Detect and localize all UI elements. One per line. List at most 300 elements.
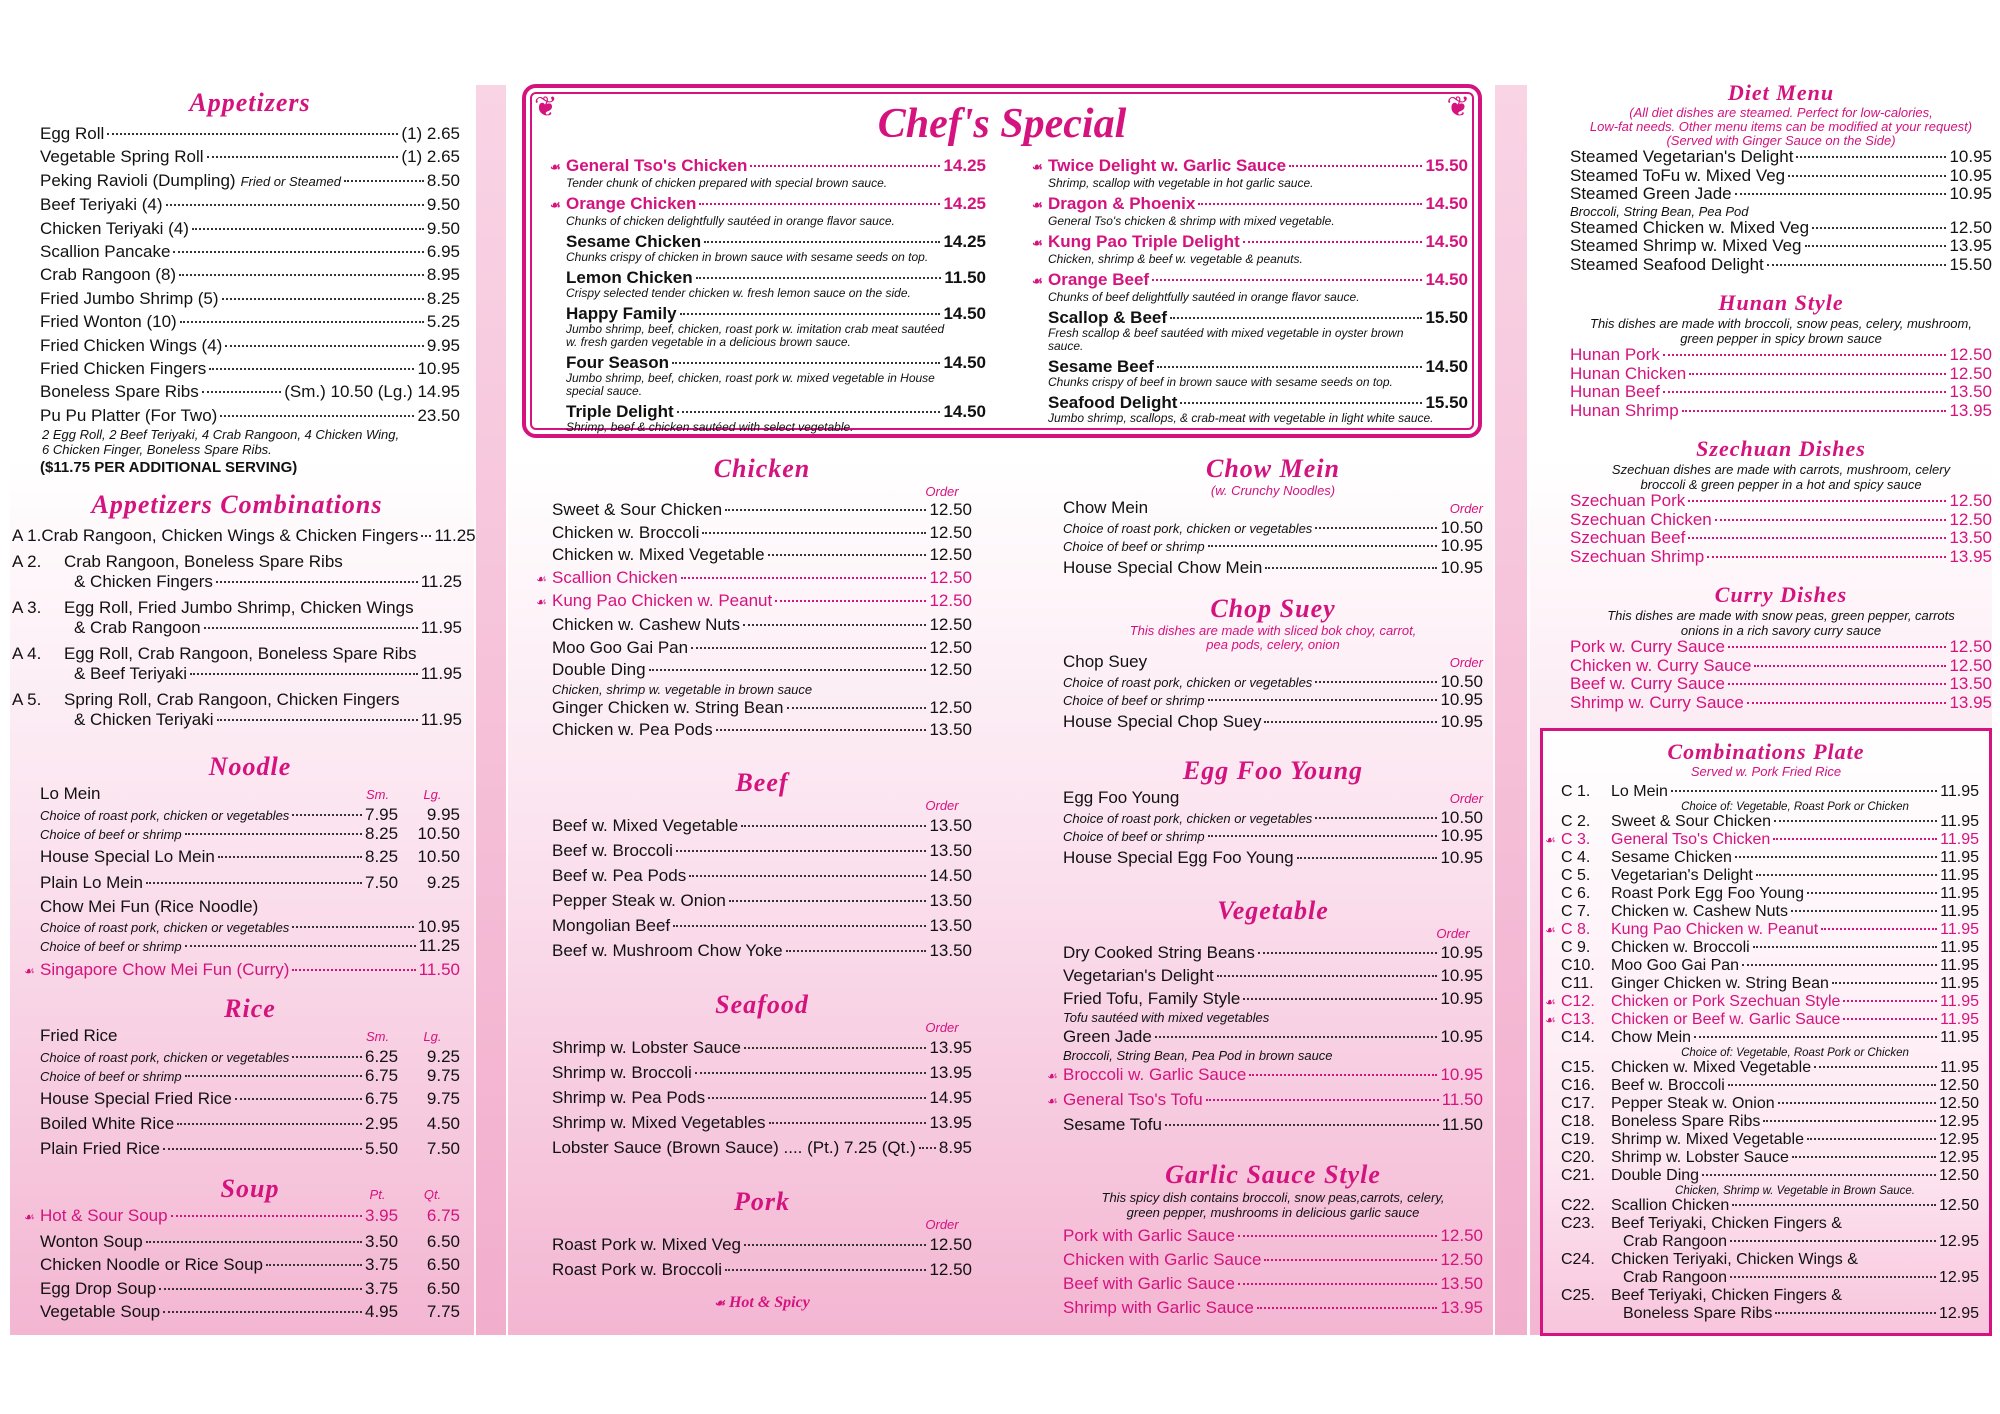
item-name: Chicken Teriyaki, Chicken Wings & <box>1611 1251 1858 1268</box>
item-name: Chicken w. Broccoli <box>552 522 700 542</box>
order-header: Order <box>925 798 959 813</box>
menu-item-row <box>1032 232 1468 253</box>
item-price: 14.25 <box>943 156 986 175</box>
item-name: Egg Roll <box>40 124 105 143</box>
item-price: 14.50 <box>1425 232 1468 251</box>
menu-item-row <box>1561 783 1979 801</box>
menu-item-row <box>1570 694 1992 713</box>
item-price: 10.95 <box>1440 1027 1483 1046</box>
item-price-2: 7.50 <box>426 1139 460 1158</box>
item-price: 10.95 <box>1949 147 1992 166</box>
item-price: (Sm.) 10.50 (Lg.) 14.95 <box>284 382 460 402</box>
chili-pepper-icon: ☙ <box>714 1296 725 1310</box>
item-name: Hot & Sour Soup <box>40 1206 168 1225</box>
item-price: 15.50 <box>1425 393 1468 412</box>
rice-section <box>40 994 460 1161</box>
item-price: 14.50 <box>943 353 986 372</box>
chef-special-item <box>566 232 986 264</box>
menu-item-row <box>1063 1272 1483 1296</box>
item-price: 13.95 <box>1440 1298 1483 1317</box>
menu-item-row <box>40 380 460 403</box>
chef-special-item <box>566 304 986 349</box>
item-price: 13.50 <box>929 720 972 740</box>
order-header: Order <box>1436 926 1470 941</box>
item-code: C15. <box>1561 1059 1595 1076</box>
item-name: Sweet & Sour Chicken <box>552 500 723 519</box>
menu-item-row <box>1063 987 1483 1010</box>
item-name: Vegetarian's Delight <box>1063 966 1214 985</box>
order-header: Order <box>925 484 959 499</box>
menu-item-row <box>40 310 460 333</box>
item-code: C 9. <box>1561 939 1591 956</box>
item-price: 12.95 <box>1938 1305 1979 1322</box>
egg-foo-title: Egg Foo Young <box>1182 756 1364 785</box>
item-name: Beef Teriyaki, Chicken Fingers & <box>1611 1215 1842 1232</box>
egg-foo-beef-row: Choice of beef or shrimp 10.95 <box>1063 826 1483 845</box>
menu-item-row <box>1561 1287 1979 1305</box>
item-price: 12.50 <box>929 637 972 657</box>
item-name: Lo Mein <box>1611 783 1668 800</box>
item-price: 5.25 <box>426 312 460 332</box>
item-price-1: 5.50 <box>365 1139 399 1158</box>
menu-item-row <box>1561 1059 1979 1077</box>
egg-foo-roast-row: Choice of roast pork, chicken or vegetables 10.50 <box>1063 808 1483 827</box>
item-price: 10.95 <box>1440 1065 1483 1084</box>
menu-item-row <box>1561 975 1979 993</box>
item-name: Beef Teriyaki (4) <box>40 195 163 215</box>
item-code: C 3. <box>1561 831 1591 848</box>
menu-item-row <box>1561 1215 1979 1233</box>
chef-special-item <box>1032 156 1468 190</box>
item-name: Wonton Soup <box>40 1231 143 1251</box>
item-price: 13.95 <box>1949 236 1992 255</box>
menu-item-row <box>550 156 986 177</box>
menu-item-row <box>1561 885 1979 903</box>
menu-item-row <box>1561 903 1979 921</box>
szechuan-section: Szechuan Dishes Szechuan dishes are made with carrots, mushroom, celery broccoli & green pepper in a hot and spicy sauce Szechuan Pork 12.50 Szechuan Chicken 12.50 Szechuan Beef 13.50 Szechuan Shrimp 13.95 <box>1570 436 1992 566</box>
item-name: Sesame Tofu <box>1063 1115 1162 1134</box>
item-code: C18. <box>1561 1113 1595 1130</box>
item-name: Scallop & Beef <box>1048 308 1168 327</box>
order-header: Order <box>925 1217 959 1232</box>
menu-item-row <box>1570 548 1992 567</box>
menu-item-row <box>40 240 460 263</box>
item-price: 12.50 <box>1440 1250 1483 1269</box>
menu-item-row <box>552 659 972 682</box>
app-combos-title: Appetizers Combinations <box>91 490 383 519</box>
lo-mein-roast-row: Choice of roast pork, chicken or vegetables 7.95 9.95 <box>40 805 460 824</box>
menu-item-row <box>566 402 986 421</box>
menu-item-row <box>1561 1167 1979 1185</box>
item-price-2: 6.75 <box>426 1206 460 1225</box>
chicken-section <box>536 454 972 742</box>
left-divider-strip <box>476 85 506 1335</box>
item-code: C19. <box>1561 1131 1595 1148</box>
item-price: 9.50 <box>426 218 460 238</box>
hunan-title: Hunan Style <box>1718 290 1844 315</box>
chili-pepper-icon: ☙ <box>536 595 547 610</box>
menu-item-row <box>552 813 972 838</box>
menu-item-row <box>552 863 972 888</box>
menu-item-row <box>1561 1113 1979 1131</box>
item-description: Chunks of chicken delightfully sautéed in orange flavor sauce. <box>566 214 895 228</box>
item-description: Choice of: Vegetable, Roast Pork or Chicken <box>1681 1047 1909 1059</box>
chef-special-item <box>1048 393 1468 425</box>
item-name: Hunan Pork <box>1570 345 1660 364</box>
item-code: C 4. <box>1561 849 1591 866</box>
item-name: Steamed Green Jade <box>1570 184 1732 203</box>
item-name: Triple Delight <box>566 402 674 421</box>
item-name: Steamed Vegetarian's Delight <box>1570 147 1794 166</box>
cmf-beef-row: Choice of beef or shrimp 11.25 <box>40 936 460 955</box>
item-price: 23.50 <box>417 405 460 425</box>
item-name: Orange Chicken <box>566 194 697 213</box>
item-name: Lobster Sauce (Brown Sauce) .... (Pt.) 7.25 (Qt.) <box>552 1138 916 1157</box>
item-description: General Tso's chicken & shrimp with mixed vegetable. <box>1048 214 1335 228</box>
item-code: A 3. <box>12 598 42 617</box>
item-name: General Tso's Chicken <box>566 156 748 175</box>
item-price: 12.50 <box>1949 637 1992 656</box>
diet-title: Diet Menu <box>1727 80 1835 105</box>
item-name: Chicken Noodle or Rice Soup <box>40 1255 264 1275</box>
item-price: 14.50 <box>1425 194 1468 213</box>
item-price: 11.50 <box>1441 1115 1483 1134</box>
item-name: Chicken w. Mixed Vegetable <box>552 545 765 565</box>
menu-item-row <box>1570 346 1992 365</box>
item-name: Scallion Pancake <box>40 242 171 262</box>
hot-spicy-legend: ☙ Hot & Spicy <box>714 1294 810 1311</box>
menu-item-row <box>566 353 986 372</box>
item-price-2: 7.75 <box>426 1302 460 1322</box>
hunan-list <box>1570 346 1992 420</box>
item-name: Shrimp w. Mixed Vegetables <box>552 1113 766 1132</box>
chef-special-item <box>550 156 986 190</box>
item-name: Shrimp w. Lobster Sauce <box>552 1038 741 1057</box>
item-name: Beef with Garlic Sauce <box>1063 1274 1235 1293</box>
item-price: 9.50 <box>426 195 460 215</box>
item-name: Chicken or Beef w. Garlic Sauce <box>1611 1011 1841 1028</box>
item-name: Double Ding <box>1611 1167 1700 1184</box>
menu-item-row <box>1561 957 1979 975</box>
chef-special-item <box>1048 357 1468 389</box>
item-name: Szechuan Chicken <box>1570 509 1712 529</box>
item-price: 11.25 <box>420 572 462 591</box>
house-chow-mein-row: House Special Chow Mein 10.95 <box>1063 558 1483 577</box>
item-name: Beef Teriyaki, Chicken Fingers & <box>1611 1287 1842 1304</box>
item-price: 11.25 <box>434 526 476 545</box>
pupu-extra: ($11.75 PER ADDITIONAL SERVING) <box>40 459 298 477</box>
menu-item-row <box>566 268 986 287</box>
soup-list <box>24 1204 460 1324</box>
menu-item-row <box>40 193 460 216</box>
combos-list <box>1543 779 1989 1323</box>
item-code: C10. <box>1561 957 1595 974</box>
menu-item-row <box>1570 256 1992 275</box>
chop-suey-roast-row: Choice of roast pork, chicken or vegetables 10.50 <box>1063 672 1483 691</box>
item-price: 14.95 <box>929 1088 972 1107</box>
item-name: Sweet & Sour Chicken <box>1611 813 1772 830</box>
menu-item-row <box>1063 1224 1483 1248</box>
item-code: C25. <box>1561 1287 1595 1304</box>
item-name: Fried Wonton (10) <box>40 312 177 332</box>
egg-foo-section: Egg Foo Young Egg Foo Young Order Choice of roast pork, chicken or vegetables 10.50 Choice of beef or shrimp 10.95 House Special Egg Foo Young 10.95 <box>1063 756 1483 871</box>
chicken-title: Chicken <box>713 454 811 483</box>
item-price: 14.50 <box>1425 270 1468 289</box>
menu-item-row <box>12 572 462 592</box>
menu-item-row <box>1047 1088 1483 1113</box>
item-name: Beef w. Mushroom Chow Yoke <box>552 941 783 960</box>
item-price: 8.95 <box>938 1138 972 1157</box>
item-name: Moo Goo Gai Pan <box>552 637 689 657</box>
lo-mein-row: Lo Mein Sm. Lg. <box>40 784 442 803</box>
item-name: Chow Mein <box>1611 1029 1692 1046</box>
item-name: & Crab Rangoon <box>74 618 201 637</box>
item-price: 12.50 <box>1949 345 1992 364</box>
chili-pepper-icon: ☙ <box>1545 995 1556 1009</box>
item-name: Pork w. Curry Sauce <box>1570 637 1725 656</box>
item-code: A 1. <box>12 526 42 545</box>
menu-item-row <box>552 913 972 938</box>
chefs-special-title: Chef's Special <box>877 101 1127 147</box>
item-price: 8.25 <box>426 288 460 308</box>
item-code: A 4. <box>12 644 42 663</box>
menu-item-row <box>1570 148 1992 167</box>
item-price-1: 6.75 <box>365 1089 399 1108</box>
item-name: Twice Delight w. Garlic Sauce <box>1048 156 1287 175</box>
chili-pepper-icon: ☙ <box>550 198 561 212</box>
combinations-plate-box <box>1540 728 1992 1336</box>
curry-list <box>1570 638 1992 712</box>
menu-item-row <box>1063 941 1483 964</box>
item-price: 12.95 <box>1938 1131 1979 1148</box>
item-price: 15.50 <box>1949 254 1992 274</box>
chow-mei-fun-row: Chow Mei Fun (Rice Noodle) <box>40 897 259 916</box>
right-divider-strip <box>1495 85 1527 1335</box>
noodle-section <box>24 752 460 985</box>
item-name: General Tso's Tofu <box>1063 1090 1203 1109</box>
menu-item-row <box>1545 993 1979 1011</box>
menu-item-row <box>552 499 972 522</box>
item-name: Kung Pao Chicken w. Peanut <box>1611 921 1819 938</box>
item-price: 13.50 <box>1949 528 1992 547</box>
item-name: Fried Jumbo Shrimp (5) <box>40 288 219 308</box>
item-price-1: 3.50 <box>365 1231 399 1251</box>
item-name: Pork with Garlic Sauce <box>1063 1226 1235 1245</box>
menu-item-row <box>1545 921 1979 939</box>
menu-item-row <box>40 263 460 286</box>
item-name: Egg Drop Soup <box>40 1278 157 1298</box>
item-description: special sauce. <box>566 384 643 398</box>
item-description: Broccoli, String Bean, Pea Pod in brown sauce <box>1063 1048 1333 1063</box>
chili-pepper-icon: ☙ <box>1032 198 1043 212</box>
item-name: Hunan Shrimp <box>1570 400 1679 420</box>
menu-item-row <box>1561 1029 1979 1047</box>
item-name: Beef w. Broccoli <box>552 841 673 860</box>
menu-item-row <box>40 1277 460 1301</box>
menu-item-row <box>40 334 460 357</box>
menu-item-row <box>1561 1197 1979 1215</box>
menu-item-row <box>1561 1131 1979 1149</box>
item-name: Shrimp w. Curry Sauce <box>1570 692 1744 712</box>
house-egg-foo-row: House Special Egg Foo Young 10.95 <box>1063 848 1483 867</box>
item-name: Plain Fried Rice <box>40 1139 160 1158</box>
app-combos-list <box>12 526 476 730</box>
item-price: 12.50 <box>929 660 972 680</box>
menu-item-row <box>1570 383 1992 402</box>
menu-item-row <box>1570 365 1992 384</box>
chili-pepper-icon: ☙ <box>550 160 561 174</box>
item-description: Chunks crispy of beef in brown sauce with sesame seeds on top. <box>1048 375 1393 389</box>
chow-mein-roast-row: Choice of roast pork, chicken or vegetables 10.50 <box>1063 518 1483 537</box>
house-lo-mein-row: House Special Lo Mein 8.25 10.50 <box>40 847 460 866</box>
menu-item-row <box>1032 194 1468 215</box>
item-name: Broccoli w. Garlic Sauce <box>1063 1065 1247 1084</box>
item-description: Shrimp, scallop with vegetable in hot garlic sauce. <box>1048 176 1314 190</box>
combos-subtitle: Served w. Pork Fried Rice <box>1690 764 1842 779</box>
fried-rice-beef-row: Choice of beef or shrimp 6.75 9.75 <box>40 1066 460 1085</box>
item-name: Fried Chicken Wings (4) <box>40 335 223 355</box>
item-code: C17. <box>1561 1095 1595 1112</box>
item-code: A 5. <box>12 690 42 709</box>
menu-item-row <box>536 567 972 591</box>
item-code: C 8. <box>1561 921 1591 938</box>
item-price: 8.50 <box>426 170 460 190</box>
item-name: Roast Pork w. Broccoli <box>552 1260 723 1279</box>
menu-item-row <box>40 169 460 193</box>
item-price: 8.95 <box>426 265 460 285</box>
item-description: Chicken, shrimp & beef w. vegetable & peanuts. <box>1048 252 1303 266</box>
item-price: 12.50 <box>1938 1077 1979 1094</box>
ornament-icon: ❦ <box>534 91 558 122</box>
menu-item-row <box>40 1086 460 1111</box>
item-name: & Beef Teriyaki <box>74 664 188 683</box>
chow-mein-section: Chow Mein (w. Crunchy Noodles) Chow Mein Order Choice of roast pork, chicken or vegetables 10.50 Choice of beef or shrimp 10.95 House Special Chow Mein 10.95 <box>1063 454 1483 581</box>
item-name: Ginger Chicken w. String Bean <box>1611 975 1829 992</box>
menu-item-row <box>12 526 476 546</box>
item-description: Crispy selected tender chicken w. fresh lemon sauce on the side. <box>566 286 911 300</box>
menu-item-row <box>552 1110 972 1135</box>
item-price: 12.50 <box>1949 363 1992 383</box>
item-code: C23. <box>1561 1215 1595 1232</box>
item-code: C12. <box>1561 993 1595 1010</box>
item-price: 14.50 <box>943 304 986 323</box>
menu-item-row <box>12 598 462 618</box>
item-price: 10.95 <box>1440 943 1483 962</box>
item-price: 12.50 <box>1949 217 1992 237</box>
diet-section: Diet Menu (All diet dishes are steamed. Perfect for low-calories, Low-fat needs. Other menu items can be modified at your request) (Served with Ginger Sauce on the Side) Steamed Vegetarian's Delight 10.95 Steamed ToFu w. Mixed Veg 10.95 Steamed Green Jade 10.95 Broccoli, String Bean, Pea Pod Steamed Chicken w. Mixed Veg 12.50 Steamed Shrimp w. Mixed Veg 13.95 Steamed Seafood Delight 15.50 <box>1570 80 1992 274</box>
item-name: Shrimp w. Broccoli <box>552 1063 692 1082</box>
item-name: Boneless Spare Ribs <box>1623 1305 1773 1322</box>
item-name: Ginger Chicken w. String Bean <box>552 697 784 717</box>
item-price: 12.95 <box>1938 1269 1979 1286</box>
item-name: Fried Tofu, Family Style <box>1063 989 1241 1008</box>
menu-item-row <box>1570 167 1992 186</box>
pork-section <box>552 1187 972 1312</box>
item-price-2: 6.50 <box>426 1255 460 1275</box>
item-price: 11.95 <box>1940 939 1979 956</box>
seafood-title: Seafood <box>715 990 809 1019</box>
item-price: 12.50 <box>929 614 972 634</box>
fried-rice-row: Fried Rice Sm. Lg. <box>40 1026 442 1045</box>
menu-item-row <box>552 888 972 913</box>
rice-list <box>40 1086 460 1161</box>
item-description: sauce. <box>1048 339 1084 353</box>
menu-item-row <box>1570 675 1992 694</box>
menu-item-row <box>1570 219 1992 238</box>
item-name: Chicken w. Mixed Vegetable <box>1611 1059 1812 1076</box>
item-price: 13.50 <box>929 816 972 835</box>
menu-item-row <box>552 614 972 637</box>
chef-right-list <box>1032 156 1468 429</box>
menu-item-row <box>40 1300 460 1324</box>
menu-item-row <box>12 664 462 684</box>
item-name: Shrimp w. Lobster Sauce <box>1611 1149 1789 1166</box>
diet-list <box>1570 148 1992 274</box>
order-header: Order <box>925 1020 959 1035</box>
fried-rice-roast-row: Choice of roast pork, chicken or vegetables 6.25 9.25 <box>40 1047 460 1066</box>
menu-item-row <box>550 194 986 215</box>
item-price: 11.50 <box>1441 1090 1483 1109</box>
chef-special-item <box>1048 308 1468 353</box>
item-description: Jumbo shrimp, scallops, & crab-meat with vegetable in light white sauce. <box>1048 411 1434 425</box>
menu-item-row <box>552 522 972 545</box>
item-price: 11.95 <box>1940 831 1979 848</box>
item-price-2: 6.50 <box>426 1278 460 1298</box>
chili-pepper-icon: ☙ <box>1545 1013 1556 1027</box>
item-price: 15.50 <box>1425 308 1468 327</box>
garlic-list <box>1063 1224 1483 1320</box>
item-price-2: 9.75 <box>426 1089 460 1108</box>
item-price: 11.95 <box>1940 1011 1979 1028</box>
item-name: Roast Pork w. Mixed Veg <box>552 1235 741 1254</box>
item-code: C 6. <box>1561 885 1591 902</box>
item-price: 13.50 <box>929 891 972 910</box>
item-price: 11.50 <box>944 268 986 287</box>
menu-item-row <box>40 287 460 310</box>
house-chop-suey-row: House Special Chop Suey 10.95 <box>1063 712 1483 731</box>
item-name: Sesame Chicken <box>566 232 702 251</box>
appetizer-combos-section <box>12 490 476 736</box>
menu-item-row <box>1048 357 1468 376</box>
item-price: 11.95 <box>1940 993 1979 1010</box>
menu-item-row <box>1561 1233 1979 1251</box>
menu-item-row <box>1063 1248 1483 1272</box>
menu-item-row <box>1032 156 1468 177</box>
chili-pepper-icon: ☙ <box>1545 833 1556 847</box>
item-name: Chicken or Pork Szechuan Style <box>1611 993 1841 1010</box>
singapore-row: ☙ Singapore Chow Mei Fun (Curry) 11.50 <box>40 956 460 985</box>
item-name: Chicken with Garlic Sauce <box>1063 1250 1262 1269</box>
item-price: 12.50 <box>929 1235 972 1254</box>
item-price: 13.50 <box>929 841 972 860</box>
menu-item-row <box>1561 1095 1979 1113</box>
item-name: Sesame Beef <box>1048 357 1154 376</box>
menu-item-row <box>1570 657 1992 676</box>
item-description: Tender chunk of chicken prepared with special brown sauce. <box>566 176 888 190</box>
item-code: C13. <box>1561 1011 1595 1028</box>
item-price: 11.95 <box>1940 1059 1979 1076</box>
item-description: Jumbo shrimp, beef, chicken, roast pork w. imitation crab meat sautéed <box>566 322 945 336</box>
chef-left-list <box>550 156 986 438</box>
item-price: 14.50 <box>1425 357 1468 376</box>
vegetable-title: Vegetable <box>1217 896 1329 925</box>
menu-item-row <box>552 1035 972 1060</box>
chefs-special-box <box>522 84 1482 438</box>
chili-pepper-icon: ☙ <box>536 571 547 586</box>
item-price: 13.50 <box>929 941 972 960</box>
item-code: C22. <box>1561 1197 1595 1214</box>
menu-item-row <box>1561 867 1979 885</box>
